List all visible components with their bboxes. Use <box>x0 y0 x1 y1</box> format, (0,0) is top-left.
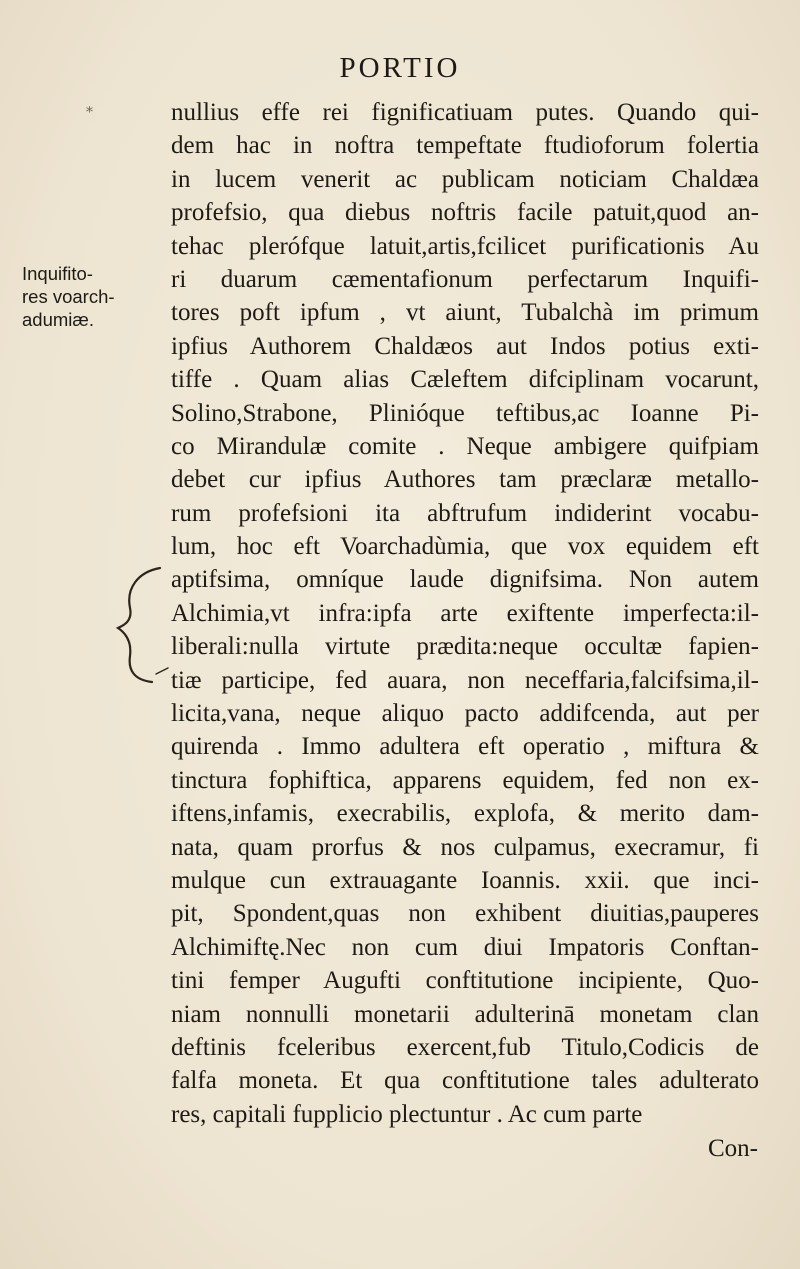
text-line: iftens,infamis, execrabilis, explofa, & merito dam- <box>171 800 759 828</box>
margin-note-line: adumiæ. <box>22 309 94 330</box>
text-line: tinctura fophiftica, apparens equidem, fed non ex- <box>171 766 759 794</box>
margin-note <box>22 262 162 331</box>
text-line: mulque cun extrauagante Ioannis. xxii. que inci- <box>171 866 759 894</box>
running-head: PORTIO <box>339 52 461 84</box>
text-line: tiffe . Quam alias Cæleftem difciplinam vocarunt, <box>171 366 759 394</box>
text-line: deftinis fceleribus exercent,fub Titulo,Codicis de <box>171 1033 759 1061</box>
text-line: tehac plerófque latuit,artis,fcilicet purificationis Au <box>171 232 759 260</box>
text-line: falfa moneta. Et qua conftitutione tales adulterato <box>171 1067 759 1095</box>
catchword: Con- <box>708 1135 758 1162</box>
text-line: res, capitali fupplicio plectuntur . Ac cum parte <box>171 1100 643 1128</box>
text-line: nullius effe rei fignificatiuam putes. Quando qui- <box>171 99 759 126</box>
handwritten-brace <box>112 562 172 687</box>
text-line: aptifsima, omníque laude dignifsima. Non autem <box>171 566 759 594</box>
text-line: Solino,Strabone, Plinióque teftibus,ac Ioanne Pi- <box>171 399 759 427</box>
text-line: liberali:nulla virtute prædita:neque occultæ fapien- <box>171 633 759 661</box>
text-line: tini femper Augufti conftitutione incipiente, Quo- <box>171 967 759 995</box>
marginal-mark: ⁎ <box>86 101 93 116</box>
margin-note-line: res voarch- <box>22 286 115 307</box>
text-line: tiæ participe, fed auara, non neceffaria,falcifsima,il- <box>171 666 759 694</box>
text-line: nata, quam prorfus & nos culpamus, execramur, fi <box>171 833 759 861</box>
text-line: niam nonnulli monetarii adulterinā monetam clan <box>171 1000 759 1028</box>
text-line: ipfius Authorem Chaldæos aut Indos potius exti- <box>171 332 759 360</box>
text-line: ri duarum cæmentafionum perfectarum Inquifi- <box>171 265 759 293</box>
text-line: licita,vana, neque aliquo pacto addifcenda, aut per <box>171 700 759 728</box>
text-line: pit, Spondent,quas non exhibent diuitias,pauperes <box>171 900 759 928</box>
text-line: Alchimia,vt infra:ipfa arte exiftente imperfecta:il- <box>171 599 759 627</box>
margin-note-line: Inquifito- <box>22 263 93 284</box>
text-line: rum profefsioni ita abftrufum indiderint vocabu- <box>171 499 759 527</box>
text-line: in lucem venerit ac publicam noticiam Chaldæa <box>171 165 759 193</box>
text-line: debet cur ipfius Authores tam præclaræ metallo- <box>171 466 759 494</box>
text-line: quirenda . Immo adultera eft operatio , miftura & <box>171 733 759 761</box>
text-line: Alchimiftę.Nec non cum diui Impatoris Conftan- <box>171 933 759 961</box>
text-line: profefsio, qua diebus noftris facile patuit,quod an- <box>171 199 759 227</box>
text-line: dem hac in noftra tempeftate ftudioforum folertia <box>171 132 759 160</box>
body-text <box>171 96 759 1131</box>
text-line: lum, hoc eft Voarchadùmia, que vox equidem eft <box>171 533 759 561</box>
text-line: co Mirandulæ comite . Neque ambigere quifpiam <box>171 432 759 460</box>
text-line: tores poft ipfum , vt aiunt, Tubalchà im primum <box>171 299 759 327</box>
